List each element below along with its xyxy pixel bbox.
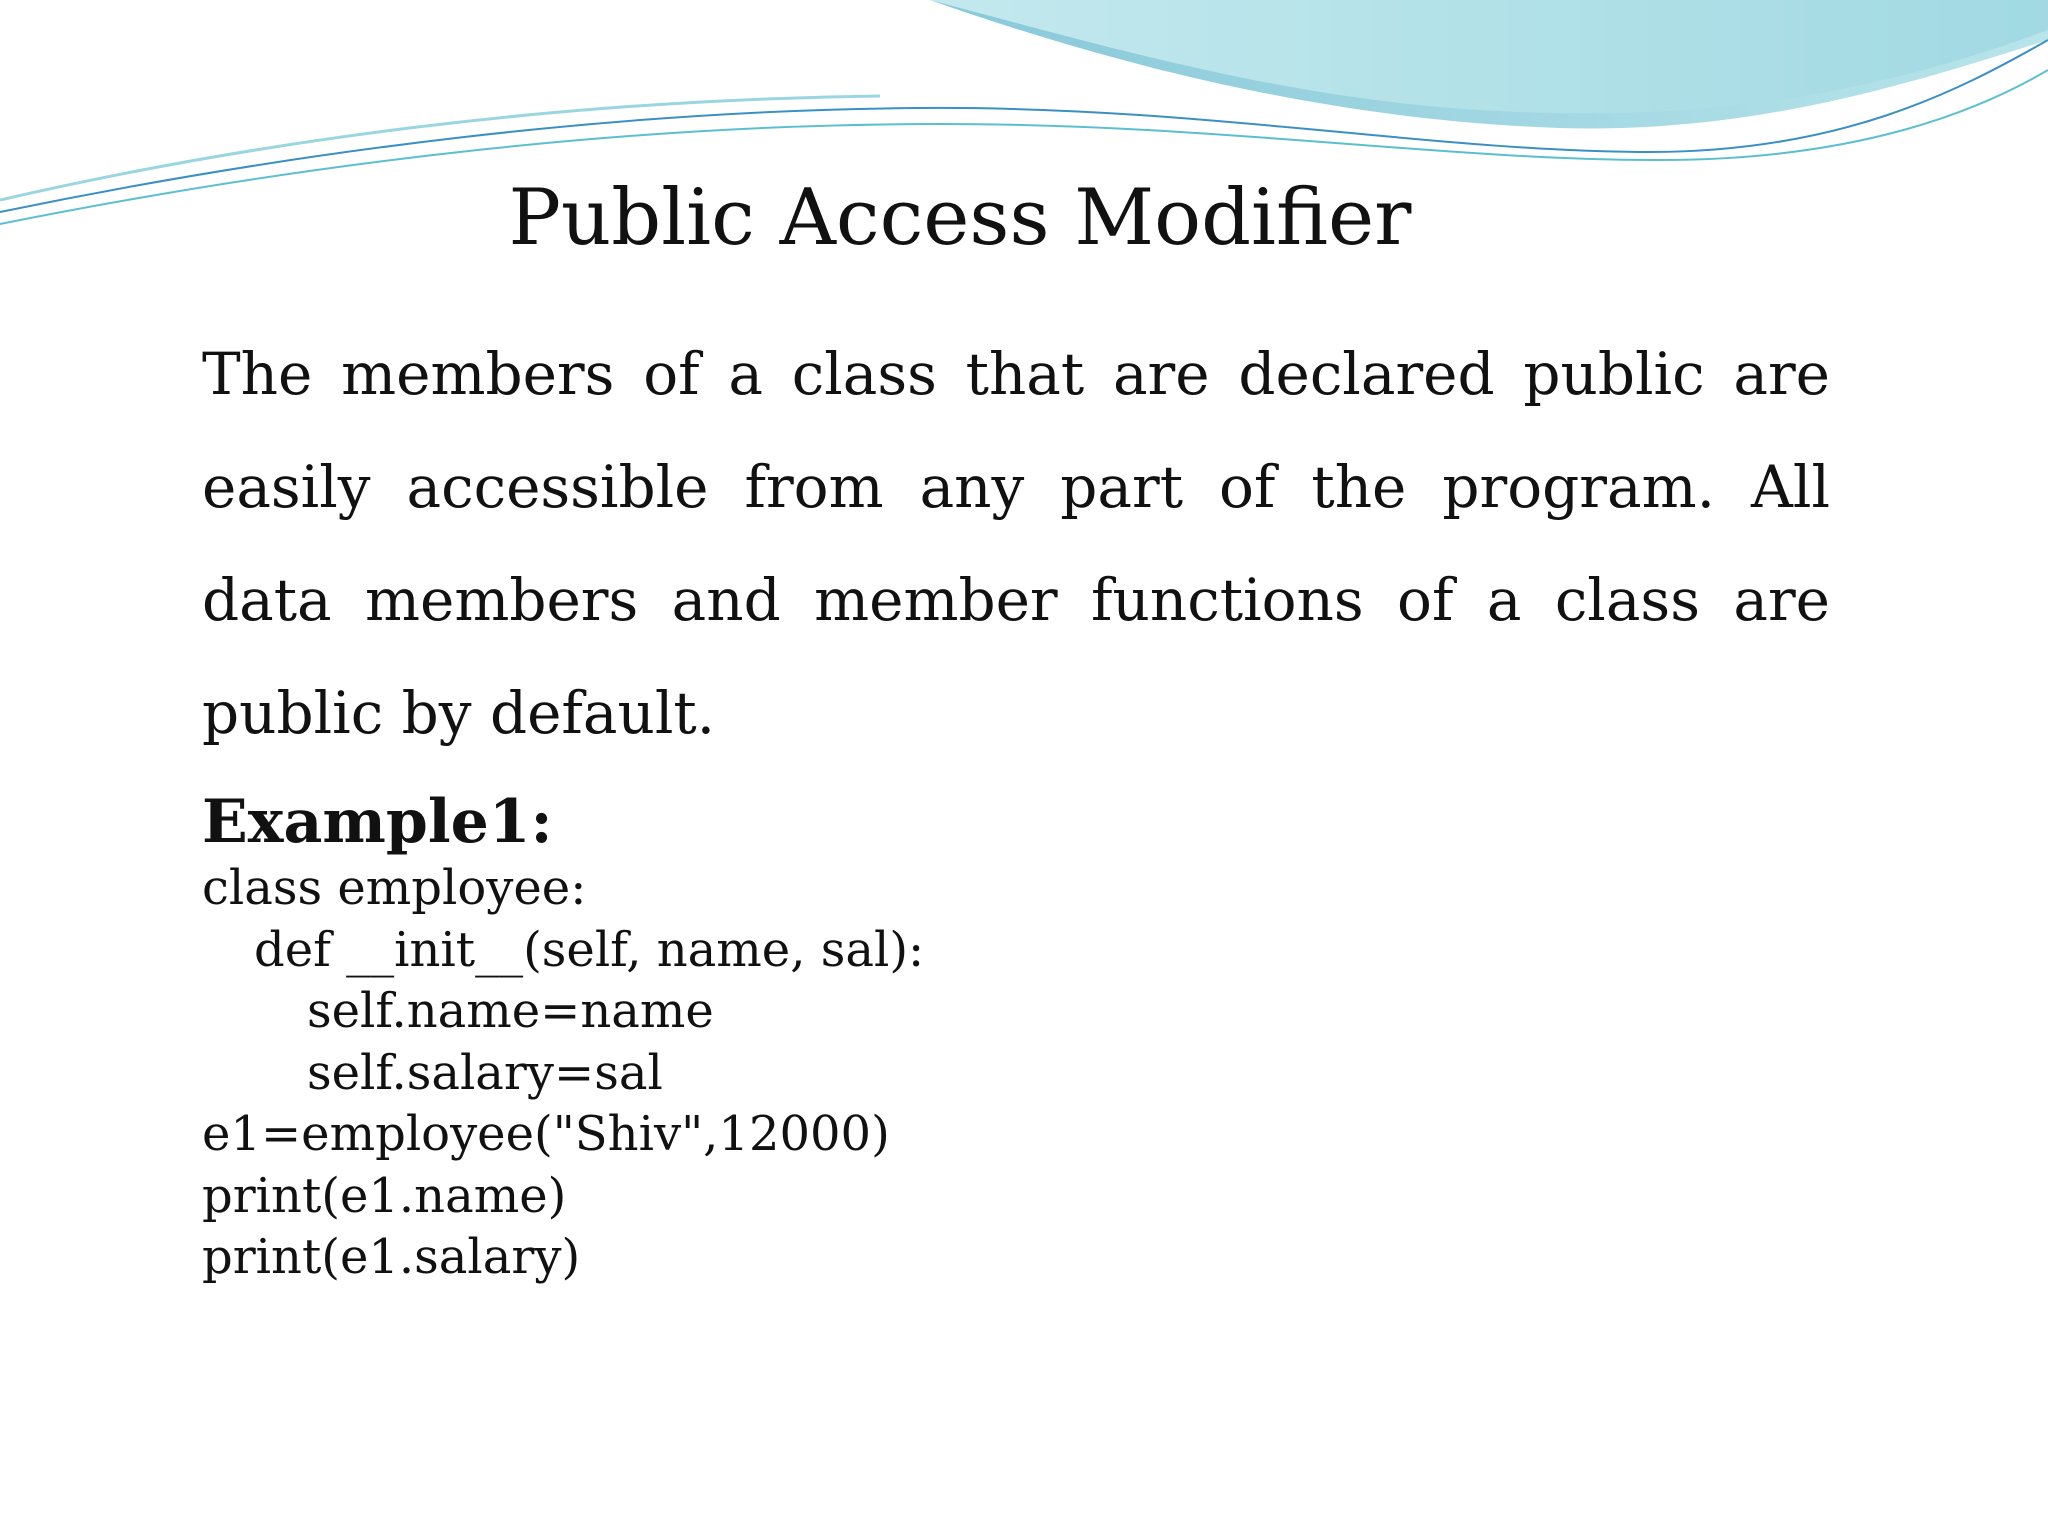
code-block [202,858,1602,1289]
slide-title: Public Access Modifier [508,173,1412,263]
code-line: def __init__(self, name, sal): [254,921,925,978]
body-paragraph: The members of a class that are declared public are easily accessible from any part of the program. All data members and member functions of a class are public by default. [202,340,1830,747]
code-line: print(e1.salary) [202,1229,581,1285]
code-line: class employee: [202,860,587,916]
code-line: e1=employee("Shiv",12000) [202,1106,890,1162]
code-line: print(e1.name) [202,1167,567,1224]
example-heading: Example1: [202,787,553,857]
code-line: self.salary=sal [307,1044,663,1101]
code-line: self.name=name [307,983,714,1039]
